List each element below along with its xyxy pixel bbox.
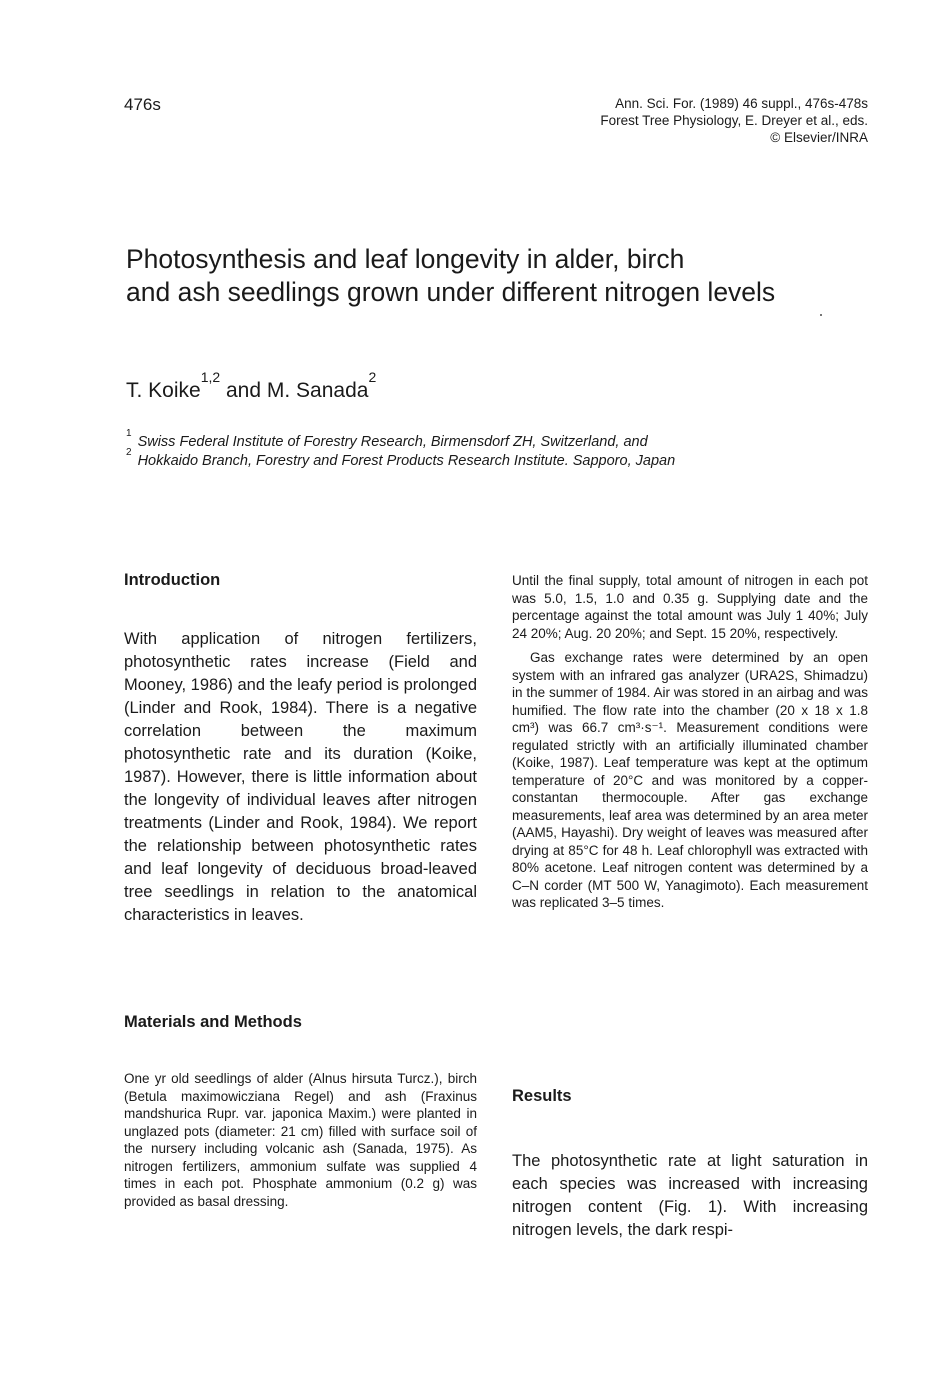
- author-1-affiliation: 1,2: [200, 369, 221, 385]
- paper-title: [126, 243, 866, 309]
- affiliation-2-text: Hokkaido Branch, Forestry and Forest Products Research Institute. Sapporo, Japan: [137, 453, 676, 469]
- materials-methods-body: One yr old seedlings of alder (Alnus hirsuta Turcz.), birch (Betula maximowicziana Regel) and ash (Fraxinus mandshurica Rupr. var. japonica Maxim.) were planted in unglazed pots (diameter: 21 cm) filled with surface soil of the nursery including volcanic ash (Sanada, 1975). As nitrogen fertilizers, ammonium sulfate was supplied 4 times in each pot. Phosphate ammonium (0.2 g) was provided as basal dressing.: [124, 1071, 477, 1209]
- scan-speck: [820, 314, 822, 316]
- affiliation-1-text: Swiss Federal Institute of Forestry Research, Birmensdorf ZH, Switzerland, and: [137, 434, 648, 450]
- results-heading: Results: [512, 1087, 572, 1105]
- introduction-body: With application of nitrogen fertilizers, photosynthetic rates increase (Field and Mooney, 1986) and the leafy period is prolonged (Linder and Rook, 1984). There is a negative correlation between the maximum photosynthetic rate and its duration (Koike, 1987). However, there is little information about the longevity of individual leaves after nitrogen treatments (Linder and Rook, 1984). We report the relationship between photosynthetic rates and leaf longevity of deciduous broad-leaved tree seedlings in relation to the anatomical characteristics in leaves.: [124, 630, 477, 924]
- page-number: 476s: [124, 95, 161, 114]
- methods-paragraph-2: Gas exchange rates were determined by an open system with an infrared gas analyzer (URA2S, Shimadzu) in the summer of 1984. Air was stored in an airbag and was humified. The flow rate into the chamber (20 x 18 x 1.8 cm³) was 66.7 cm³·s⁻¹. Measurement conditions were regulated strictly with an artificially illuminated chamber (Koike, 1987). Leaf temperature was kept at the optimum temperature of 20°C and was monitored by a copper-constantan thermocouple. After gas exchange measurements, leaf area was determined by an area meter (AAM5, Hayashi). Dry weight of leaves was measured after drying at 85°C for 48 h. Leaf chlorophyll was extracted with 80% acetone. Leaf nitrogen content was determined by a C–N corder (MT 500 W, Yanagimoto). Each measurement was replicated 3–5 times.: [512, 650, 868, 910]
- affiliation-1: [126, 428, 675, 452]
- affiliations: [126, 428, 676, 471]
- introduction-heading: Introduction: [124, 571, 221, 589]
- methods-continued: [512, 572, 868, 912]
- materials-methods-heading: Materials and Methods: [124, 1013, 302, 1031]
- journal-line-2: Forest Tree Physiology, E. Dreyer et al., eds.: [600, 113, 868, 128]
- author-conjunction: and: [220, 379, 267, 402]
- author-2-name: M. Sanada: [266, 379, 369, 402]
- journal-line-1: Ann. Sci. For. (1989) 46 suppl., 476s-478s: [615, 96, 868, 111]
- paper-title-line-1: Photosynthesis and leaf longevity in alder, birch: [126, 244, 685, 274]
- results-body: The photosynthetic rate at light saturation in each species was increased with increasing nitrogen content (Fig. 1). With increasing nitrogen levels, the dark respi-: [512, 1152, 868, 1239]
- affiliation-2: [126, 447, 676, 471]
- author-2-affiliation: 2: [368, 369, 377, 385]
- paper-title-line-2: and ash seedlings grown under different nitrogen levels: [126, 277, 776, 307]
- journal-citation: [600, 95, 868, 146]
- author-list: [126, 369, 377, 403]
- author-1-name: T. Koike: [126, 379, 201, 402]
- affiliation-1-number: 1: [126, 428, 132, 439]
- affiliation-2-number: 2: [126, 447, 132, 458]
- methods-paragraph-1: Until the final supply, total amount of nitrogen in each pot was 5.0, 1.5, 1.0 and 0.35 g. Supplying date and the percentage against the total amount was July 1 40%; July 24 20%; Aug. 20 20%; and Sept. 15 20%, respectively.: [512, 573, 868, 641]
- journal-line-3: © Elsevier/INRA: [770, 130, 868, 145]
